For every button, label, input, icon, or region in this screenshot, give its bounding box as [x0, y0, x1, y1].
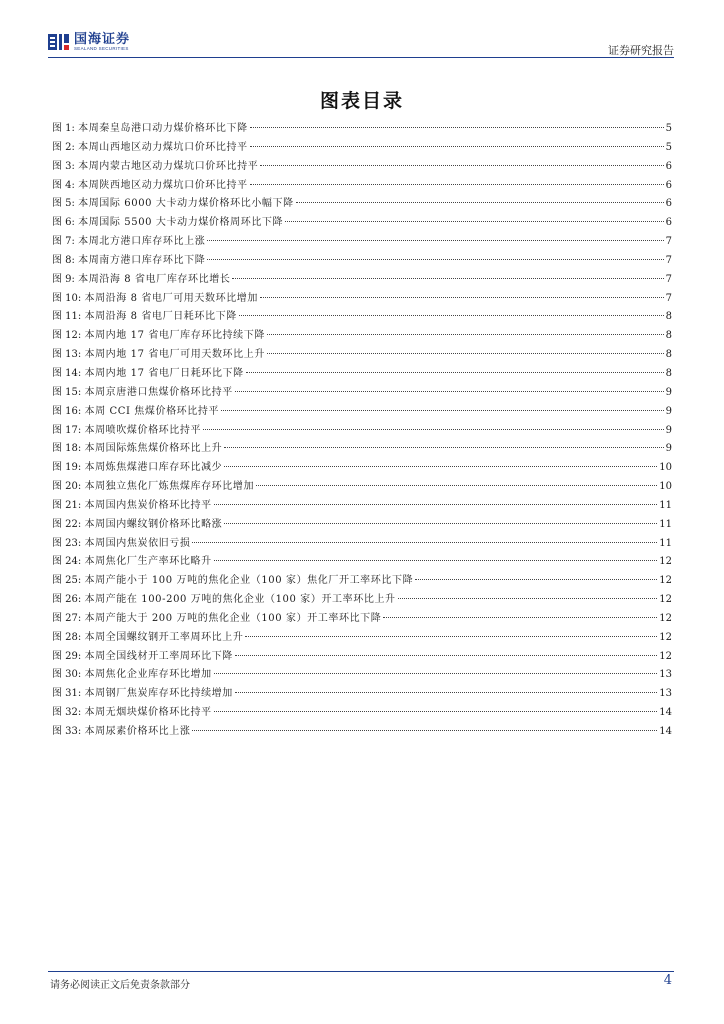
- toc-figure-title: 本周 CCI 焦煤价格环比持平: [84, 405, 220, 417]
- toc-page-number: 8: [665, 330, 672, 342]
- report-type-label: 证券研究报告: [608, 44, 674, 57]
- toc-dot-leader: [232, 278, 663, 279]
- toc-figure-title: 本周炼焦煤港口库存环比减少: [84, 462, 223, 474]
- toc-entry[interactable]: [52, 629, 672, 648]
- toc-figure-number: 图 6:: [52, 217, 75, 229]
- toc-page-number: 7: [665, 236, 672, 248]
- toc-figure-title: 本周京唐港口焦煤价格环比持平: [84, 386, 233, 398]
- toc-page-number: 14: [659, 707, 672, 719]
- toc-dot-leader: [224, 447, 663, 448]
- toc-entry[interactable]: [52, 497, 672, 516]
- toc-dot-leader: [203, 429, 664, 430]
- toc-entry[interactable]: [52, 648, 672, 667]
- table-of-figures: [52, 120, 672, 742]
- toc-entry[interactable]: [52, 572, 672, 591]
- toc-entry[interactable]: [52, 704, 672, 723]
- toc-figure-title: 本周沿海 8 省电厂日耗环比下降: [84, 311, 237, 323]
- toc-figure-number: 图 25:: [52, 575, 82, 587]
- toc-figure-title: 本周秦皇岛港口动力煤价格环比下降: [78, 123, 248, 134]
- toc-page-number: 8: [665, 349, 672, 361]
- toc-page-number: 12: [659, 650, 672, 662]
- toc-dot-leader: [245, 636, 657, 637]
- toc-figure-number: 图 32:: [52, 707, 82, 719]
- toc-page-number: 9: [665, 443, 672, 455]
- toc-figure-title: 本周国际炼焦煤价格环比上升: [84, 443, 223, 455]
- toc-entry[interactable]: [52, 384, 672, 403]
- toc-entry[interactable]: [52, 327, 672, 346]
- toc-figure-number: 图 11:: [52, 311, 82, 323]
- toc-entry[interactable]: [52, 290, 672, 309]
- toc-entry[interactable]: [52, 440, 672, 459]
- toc-figure-number: 图 16:: [52, 405, 82, 417]
- toc-figure-number: 图 10:: [52, 292, 82, 304]
- toc-figure-number: 图 13:: [52, 349, 82, 361]
- toc-figure-title: 本周北方港口库存环比上涨: [78, 236, 206, 248]
- toc-dot-leader: [224, 523, 657, 524]
- toc-figure-number: 图 20:: [52, 481, 82, 493]
- toc-dot-leader: [250, 184, 664, 185]
- company-logo: [48, 30, 130, 54]
- toc-dot-leader: [192, 730, 657, 731]
- toc-dot-leader: [214, 711, 658, 712]
- toc-page-number: 13: [659, 669, 672, 681]
- toc-page-number: 7: [665, 254, 672, 266]
- toc-page-number: 6: [665, 217, 672, 229]
- toc-entry[interactable]: [52, 553, 672, 572]
- toc-entry[interactable]: [52, 459, 672, 478]
- toc-page-number: 9: [665, 386, 672, 398]
- toc-figure-number: 图 12:: [52, 330, 82, 342]
- toc-dot-leader: [398, 598, 658, 599]
- toc-dot-leader: [214, 673, 658, 674]
- toc-page-number: 8: [665, 311, 672, 323]
- logo-chinese-name: 国海证券: [74, 31, 131, 47]
- toc-dot-leader: [260, 165, 663, 166]
- toc-page-number: 7: [665, 273, 672, 285]
- page-title: 图表目录: [319, 90, 404, 112]
- toc-page-number: 9: [665, 424, 672, 436]
- toc-figure-title: 本周沿海 8 省电厂可用天数环比增加: [84, 292, 258, 304]
- toc-figure-number: 图 1:: [52, 123, 75, 134]
- toc-entry[interactable]: [52, 685, 672, 704]
- toc-page-number: 6: [665, 198, 672, 210]
- toc-figure-title: 本周内蒙古地区动力煤坑口价环比持平: [78, 160, 259, 172]
- toc-figure-title: 本周沿海 8 省电厂库存环比增长: [78, 273, 231, 285]
- toc-entry[interactable]: [52, 478, 672, 497]
- toc-figure-title: 本周产能大于 200 万吨的焦化企业（100 家）开工率环比下降: [84, 612, 382, 624]
- logo-english-name: SEALAND SECURITIES: [74, 45, 129, 51]
- toc-figure-title: 本周独立焦化厂炼焦煤库存环比增加: [84, 481, 255, 493]
- toc-figure-title: 本周无烟块煤价格环比持平: [84, 707, 212, 719]
- toc-dot-leader: [296, 202, 664, 203]
- toc-figure-number: 图 31:: [52, 688, 82, 700]
- toc-figure-number: 图 15:: [52, 386, 82, 398]
- toc-figure-number: 图 24:: [52, 556, 82, 568]
- toc-figure-number: 图 7:: [52, 236, 75, 248]
- sealand-logo-icon: [48, 32, 70, 52]
- toc-figure-number: 图 3:: [52, 160, 75, 172]
- toc-dot-leader: [235, 391, 664, 392]
- toc-dot-leader: [214, 504, 658, 505]
- toc-page-number: 11: [659, 518, 672, 530]
- page-header: [48, 30, 674, 60]
- toc-dot-leader: [246, 372, 664, 373]
- toc-page-number: 12: [659, 631, 672, 643]
- toc-page-number: 10: [659, 462, 672, 474]
- toc-figure-number: 图 9:: [52, 273, 75, 285]
- toc-dot-leader: [285, 221, 664, 222]
- toc-entry[interactable]: [52, 214, 672, 233]
- toc-entry[interactable]: [52, 308, 672, 327]
- toc-figure-number: 图 19:: [52, 462, 82, 474]
- toc-figure-title: 本周内地 17 省电厂日耗环比下降: [84, 367, 244, 379]
- toc-page-number: 11: [659, 499, 672, 511]
- toc-dot-leader: [256, 485, 657, 486]
- toc-entry[interactable]: [52, 120, 672, 139]
- toc-figure-number: 图 28:: [52, 631, 82, 643]
- toc-entry[interactable]: [52, 666, 672, 685]
- toc-page-number: 6: [665, 179, 672, 191]
- toc-entry[interactable]: [52, 591, 672, 610]
- toc-figure-title: 本周南方港口库存环比下降: [78, 254, 206, 266]
- toc-figure-number: 图 21:: [52, 499, 82, 511]
- toc-entry[interactable]: [52, 233, 672, 252]
- toc-figure-number: 图 27:: [52, 612, 82, 624]
- toc-page-number: 7: [665, 292, 672, 304]
- toc-dot-leader: [267, 353, 664, 354]
- toc-dot-leader: [235, 655, 657, 656]
- footer-disclaimer: 请务必阅读正文后免责条款部分: [50, 980, 190, 991]
- toc-dot-leader: [221, 410, 664, 411]
- toc-dot-leader: [207, 259, 663, 260]
- toc-dot-leader: [214, 560, 658, 561]
- toc-figure-number: 图 14:: [52, 367, 82, 379]
- toc-page-number: 12: [659, 556, 672, 568]
- toc-entry[interactable]: [52, 139, 672, 158]
- toc-figure-title: 本周国际 5500 大卡动力煤价格周环比下降: [78, 217, 284, 229]
- toc-entry[interactable]: [52, 610, 672, 629]
- toc-figure-number: 图 23:: [52, 537, 82, 549]
- toc-figure-number: 图 29:: [52, 650, 82, 662]
- toc-figure-title: 本周国内焦炭价格环比持平: [84, 499, 212, 511]
- toc-figure-title: 本周全国螺纹钢开工率周环比上升: [84, 631, 244, 643]
- toc-dot-leader: [250, 127, 664, 128]
- toc-dot-leader: [383, 617, 657, 618]
- toc-page-number: 8: [665, 367, 672, 379]
- toc-entry[interactable]: [52, 723, 672, 742]
- toc-entry[interactable]: [52, 535, 672, 554]
- toc-figure-title: 本周内地 17 省电厂库存环比持续下降: [84, 330, 265, 342]
- toc-figure-title: 本周焦化企业库存环比增加: [84, 669, 212, 681]
- toc-figure-number: 图 22:: [52, 518, 82, 530]
- toc-entry[interactable]: [52, 422, 672, 441]
- toc-figure-title: 本周钢厂焦炭库存环比持续增加: [84, 688, 233, 700]
- toc-figure-title: 本周产能小于 100 万吨的焦化企业（100 家）焦化厂开工率环比下降: [84, 575, 414, 587]
- toc-page-number: 13: [659, 688, 672, 700]
- toc-figure-title: 本周国际 6000 大卡动力煤价格环比小幅下降: [78, 198, 294, 210]
- toc-entry[interactable]: [52, 177, 672, 196]
- toc-entry[interactable]: [52, 365, 672, 384]
- toc-page-number: 12: [659, 612, 672, 624]
- footer-divider: [48, 971, 674, 972]
- toc-figure-number: 图 8:: [52, 254, 75, 266]
- toc-entry[interactable]: [52, 516, 672, 535]
- toc-dot-leader: [239, 315, 664, 316]
- toc-dot-leader: [235, 692, 657, 693]
- toc-figure-title: 本周国内焦炭依旧亏损: [84, 537, 191, 549]
- toc-page-number: 10: [659, 481, 672, 493]
- toc-dot-leader: [224, 466, 657, 467]
- toc-dot-leader: [415, 579, 657, 580]
- toc-dot-leader: [250, 146, 664, 147]
- toc-page-number: 5: [665, 123, 672, 134]
- toc-figure-title: 本周喷吹煤价格环比持平: [84, 424, 202, 436]
- toc-page-number: 5: [665, 141, 672, 153]
- toc-figure-number: 图 4:: [52, 179, 75, 191]
- toc-entry[interactable]: [52, 271, 672, 290]
- toc-page-number: 12: [659, 594, 672, 606]
- toc-page-number: 11: [659, 537, 672, 549]
- toc-figure-title: 本周产能在 100-200 万吨的焦化企业（100 家）开工率环比上升: [84, 594, 396, 606]
- toc-entry[interactable]: [52, 403, 672, 422]
- toc-entry[interactable]: [52, 158, 672, 177]
- toc-figure-title: 本周焦化厂生产率环比略升: [84, 556, 212, 568]
- page-number: 4: [663, 973, 672, 988]
- toc-dot-leader: [260, 297, 664, 298]
- toc-figure-title: 本周国内螺纹钢价格环比略涨: [84, 518, 223, 530]
- toc-figure-number: 图 26:: [52, 594, 82, 606]
- toc-figure-title: 本周山西地区动力煤坑口价环比持平: [78, 141, 248, 153]
- toc-dot-leader: [192, 542, 657, 543]
- toc-figure-number: 图 33:: [52, 726, 82, 737]
- toc-entry[interactable]: [52, 252, 672, 271]
- toc-entry[interactable]: [52, 346, 672, 365]
- toc-page-number: 14: [659, 726, 672, 737]
- toc-page-number: 9: [665, 405, 672, 417]
- toc-figure-number: 图 5:: [52, 198, 75, 210]
- toc-dot-leader: [207, 240, 663, 241]
- toc-figure-title: 本周尿素价格环比上涨: [84, 726, 191, 737]
- toc-figure-title: 本周陕西地区动力煤坑口价环比持平: [78, 179, 248, 191]
- toc-page-number: 12: [659, 575, 672, 587]
- toc-figure-number: 图 2:: [52, 141, 75, 153]
- toc-figure-number: 图 30:: [52, 669, 82, 681]
- toc-page-number: 6: [665, 160, 672, 172]
- header-divider: [48, 57, 674, 58]
- toc-figure-title: 本周全国线材开工率周环比下降: [84, 650, 233, 662]
- toc-figure-title: 本周内地 17 省电厂可用天数环比上升: [84, 349, 265, 361]
- toc-entry[interactable]: [52, 195, 672, 214]
- toc-figure-number: 图 18:: [52, 443, 82, 455]
- toc-dot-leader: [267, 334, 664, 335]
- toc-figure-number: 图 17:: [52, 424, 82, 436]
